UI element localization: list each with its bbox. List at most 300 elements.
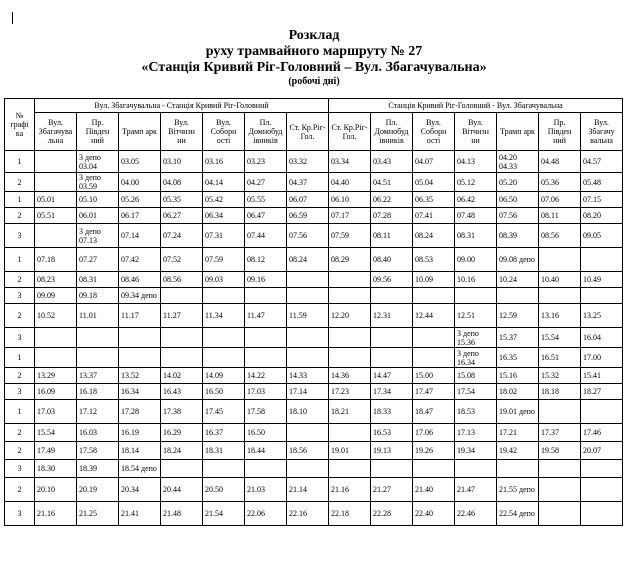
time-cell: 20.10 <box>35 478 77 502</box>
time-cell: 18.24 <box>161 442 203 460</box>
time-cell: 16.34 <box>119 384 161 400</box>
time-cell: 04.07 <box>413 151 455 173</box>
time-cell <box>287 424 329 442</box>
stops-header-row <box>5 113 623 151</box>
time-cell: 12.59 <box>497 304 539 328</box>
time-cell: 17.03 <box>35 400 77 424</box>
time-cell: 15.54 <box>35 424 77 442</box>
time-cell: 16.29 <box>161 424 203 442</box>
time-cell: 10.52 <box>35 304 77 328</box>
table-row <box>5 288 623 304</box>
title-line-4: (робочі дні) <box>288 76 340 87</box>
time-cell: 04.37 <box>287 173 329 192</box>
table-row <box>5 384 623 400</box>
time-cell: 11.47 <box>245 304 287 328</box>
time-cell: 16.37 <box>203 424 245 442</box>
time-cell: 07.27 <box>77 248 119 272</box>
time-cell: 04.08 <box>161 173 203 192</box>
time-cell <box>287 460 329 478</box>
time-cell: 16.04 <box>581 328 623 348</box>
time-cell: 08.24 <box>287 248 329 272</box>
time-cell <box>581 460 623 478</box>
time-cell <box>245 348 287 368</box>
time-cell: 08.56 <box>161 272 203 288</box>
time-cell: 14.33 <box>287 368 329 384</box>
schedule-number-cell: 3 <box>5 384 35 400</box>
time-cell: 10.24 <box>497 272 539 288</box>
time-cell: 20.07 <box>581 442 623 460</box>
schedule-number-cell: 2 <box>5 304 35 328</box>
stop-header: Пл. Домнобуд івників <box>245 113 287 151</box>
time-cell: 13.25 <box>581 304 623 328</box>
time-cell: 19.58 <box>539 442 581 460</box>
schedule-table <box>4 98 623 526</box>
time-cell: 17.21 <box>497 424 539 442</box>
time-cell: 22.06 <box>245 502 287 526</box>
schedule-number-cell: 3 <box>5 288 35 304</box>
time-cell: 22.54 депо <box>497 502 539 526</box>
time-cell: 06.17 <box>119 208 161 224</box>
time-cell <box>119 348 161 368</box>
stop-header: Пл. Домнобуд івників <box>371 113 413 151</box>
time-cell: 17.03 <box>245 384 287 400</box>
time-cell: 17.12 <box>77 400 119 424</box>
time-cell: 08.20 <box>581 208 623 224</box>
time-cell: 04.20 04.33 <box>497 151 539 173</box>
time-cell: 06.59 <box>287 208 329 224</box>
time-cell: 14.09 <box>203 368 245 384</box>
schedule-number-cell: 1 <box>5 348 35 368</box>
time-cell: 08.53 <box>413 248 455 272</box>
time-cell <box>35 173 77 192</box>
time-cell: 07.17 <box>329 208 371 224</box>
time-cell: 18.44 <box>245 442 287 460</box>
time-cell <box>539 460 581 478</box>
time-cell: 15.54 <box>539 328 581 348</box>
time-cell: 05.26 <box>119 192 161 208</box>
time-cell: 08.40 <box>371 248 413 272</box>
time-cell: 3 депо 03.04 <box>77 151 119 173</box>
time-cell: 07.56 <box>497 208 539 224</box>
time-cell: 21.41 <box>119 502 161 526</box>
time-cell <box>161 348 203 368</box>
time-cell: 17.28 <box>119 400 161 424</box>
table-row <box>5 442 623 460</box>
time-cell: 17.13 <box>455 424 497 442</box>
time-cell: 12.44 <box>413 304 455 328</box>
time-cell: 04.57 <box>581 151 623 173</box>
time-cell: 07.24 <box>161 224 203 248</box>
time-cell: 03.10 <box>161 151 203 173</box>
time-cell: 21.03 <box>245 478 287 502</box>
time-cell: 08.24 <box>413 224 455 248</box>
time-cell: 16.50 <box>203 384 245 400</box>
schedule-number-cell: 3 <box>5 502 35 526</box>
time-cell: 17.06 <box>413 424 455 442</box>
table-row <box>5 328 623 348</box>
time-cell: 17.47 <box>413 384 455 400</box>
time-cell <box>455 288 497 304</box>
time-cell: 21.16 <box>329 478 371 502</box>
table-row <box>5 424 623 442</box>
time-cell <box>203 460 245 478</box>
time-cell <box>329 288 371 304</box>
time-cell: 10.49 <box>581 272 623 288</box>
time-cell <box>35 224 77 248</box>
time-cell <box>329 272 371 288</box>
time-cell <box>161 328 203 348</box>
time-cell: 21.54 <box>203 502 245 526</box>
time-cell: 22.16 <box>287 502 329 526</box>
time-cell <box>371 460 413 478</box>
time-cell: 15.00 <box>413 368 455 384</box>
time-cell: 18.33 <box>371 400 413 424</box>
table-row <box>5 348 623 368</box>
time-cell <box>539 248 581 272</box>
time-cell <box>161 460 203 478</box>
time-cell <box>287 272 329 288</box>
time-cell <box>287 288 329 304</box>
time-cell: 06.50 <box>497 192 539 208</box>
time-cell: 04.40 <box>329 173 371 192</box>
time-cell: 09.08 депо <box>497 248 539 272</box>
time-cell: 06.47 <box>245 208 287 224</box>
time-cell: 06.10 <box>329 192 371 208</box>
time-cell: 05.42 <box>203 192 245 208</box>
time-cell: 07.41 <box>413 208 455 224</box>
time-cell: 18.10 <box>287 400 329 424</box>
schedule-number-cell: 2 <box>5 442 35 460</box>
time-cell: 04.51 <box>371 173 413 192</box>
time-cell <box>371 348 413 368</box>
time-cell: 03.43 <box>371 151 413 173</box>
time-cell: 06.42 <box>455 192 497 208</box>
time-cell: 15.37 <box>497 328 539 348</box>
title-line-1: Розклад <box>288 28 340 43</box>
time-cell: 16.43 <box>161 384 203 400</box>
time-cell: 11.27 <box>161 304 203 328</box>
time-cell <box>287 348 329 368</box>
table-row <box>5 502 623 526</box>
schedule-number-cell: 2 <box>5 272 35 288</box>
time-cell: 05.20 <box>497 173 539 192</box>
time-cell: 14.36 <box>329 368 371 384</box>
time-cell: 18.56 <box>287 442 329 460</box>
time-cell: 03.05 <box>119 151 161 173</box>
schedule-number-cell: 1 <box>5 192 35 208</box>
time-cell: 07.15 <box>581 192 623 208</box>
time-cell <box>35 348 77 368</box>
time-cell <box>161 288 203 304</box>
time-cell <box>539 288 581 304</box>
time-cell: 08.11 <box>539 208 581 224</box>
time-cell <box>539 478 581 502</box>
time-cell: 03.34 <box>329 151 371 173</box>
table-row <box>5 272 623 288</box>
stop-header: Пр. Півден ний <box>77 113 119 151</box>
stop-header: Вул. Збагачува льна <box>35 113 77 151</box>
time-cell: 15.32 <box>539 368 581 384</box>
table-row <box>5 460 623 478</box>
table-row <box>5 478 623 502</box>
time-cell: 05.04 <box>413 173 455 192</box>
time-cell: 20.19 <box>77 478 119 502</box>
time-cell: 17.00 <box>581 348 623 368</box>
time-cell: 22.40 <box>413 502 455 526</box>
time-cell <box>329 424 371 442</box>
time-cell: 10.09 <box>413 272 455 288</box>
time-cell: 17.23 <box>329 384 371 400</box>
time-cell: 14.22 <box>245 368 287 384</box>
time-cell: 08.31 <box>77 272 119 288</box>
text-cursor <box>12 12 13 24</box>
time-cell: 19.34 <box>455 442 497 460</box>
time-cell: 18.47 <box>413 400 455 424</box>
time-cell: 17.14 <box>287 384 329 400</box>
stop-header: Вул. Соборн ості <box>203 113 245 151</box>
time-cell: 18.27 <box>581 384 623 400</box>
time-cell: 3 депо 03.59 <box>77 173 119 192</box>
time-cell <box>371 288 413 304</box>
time-cell: 20.50 <box>203 478 245 502</box>
time-cell <box>245 328 287 348</box>
schedule-number-cell: 2 <box>5 478 35 502</box>
time-cell: 07.31 <box>203 224 245 248</box>
stop-header: Вул. Збагачу вальна <box>581 113 623 151</box>
time-cell: 09.00 <box>455 248 497 272</box>
time-cell: 15.16 <box>497 368 539 384</box>
table-row <box>5 248 623 272</box>
time-cell <box>203 328 245 348</box>
table-row <box>5 208 623 224</box>
time-cell <box>287 328 329 348</box>
time-cell <box>455 460 497 478</box>
time-cell: 07.18 <box>35 248 77 272</box>
schedule-number-cell: 1 <box>5 400 35 424</box>
table-row <box>5 368 623 384</box>
stop-header: Пр. Півден ний <box>539 113 581 151</box>
time-cell: 19.42 <box>497 442 539 460</box>
time-cell <box>413 328 455 348</box>
time-cell <box>35 151 77 173</box>
document-title <box>0 28 628 88</box>
time-cell: 11.34 <box>203 304 245 328</box>
time-cell: 19.26 <box>413 442 455 460</box>
time-cell <box>77 348 119 368</box>
time-cell: 10.40 <box>539 272 581 288</box>
time-cell: 09.09 <box>35 288 77 304</box>
time-cell: 19.01 депо <box>497 400 539 424</box>
time-cell <box>413 288 455 304</box>
schedule-number-cell: 3 <box>5 224 35 248</box>
table-row <box>5 224 623 248</box>
time-cell <box>245 460 287 478</box>
time-cell: 03.32 <box>287 151 329 173</box>
time-cell: 16.35 <box>497 348 539 368</box>
schedule-number-cell: 1 <box>5 248 35 272</box>
stop-header: Трамп арк <box>497 113 539 151</box>
time-cell: 21.14 <box>287 478 329 502</box>
title-line-3: «Станція Кривий Ріг-Головний – Вул. Збагачувальна» <box>141 60 487 75</box>
schedule-number-header: № графі ка <box>5 99 35 151</box>
time-cell: 05.36 <box>539 173 581 192</box>
stop-header: Трамп арк <box>119 113 161 151</box>
time-cell: 17.38 <box>161 400 203 424</box>
time-cell <box>35 328 77 348</box>
direction-header: Вул. Збагачувальна - Станція Кривий Ріг-Головний <box>35 99 329 113</box>
time-cell <box>329 348 371 368</box>
schedule-number-cell: 3 <box>5 328 35 348</box>
time-cell: 04.48 <box>539 151 581 173</box>
time-cell: 04.13 <box>455 151 497 173</box>
time-cell: 3 депо 16.34 <box>455 348 497 368</box>
time-cell: 12.51 <box>455 304 497 328</box>
time-cell: 11.17 <box>119 304 161 328</box>
time-cell: 06.01 <box>77 208 119 224</box>
time-cell: 09.18 <box>77 288 119 304</box>
time-cell: 22.18 <box>329 502 371 526</box>
time-cell: 06.35 <box>413 192 455 208</box>
time-cell: 14.02 <box>161 368 203 384</box>
time-cell: 20.44 <box>161 478 203 502</box>
time-cell <box>539 400 581 424</box>
time-cell: 11.59 <box>287 304 329 328</box>
time-cell: 17.58 <box>77 442 119 460</box>
time-cell <box>371 328 413 348</box>
time-cell: 17.49 <box>35 442 77 460</box>
time-cell <box>413 348 455 368</box>
stop-header: Вул. Вітчизн ни <box>455 113 497 151</box>
time-cell: 18.31 <box>203 442 245 460</box>
time-cell: 08.29 <box>329 248 371 272</box>
time-cell <box>203 348 245 368</box>
time-cell <box>539 502 581 526</box>
time-cell: 06.34 <box>203 208 245 224</box>
time-cell <box>581 248 623 272</box>
time-cell: 18.53 <box>455 400 497 424</box>
time-cell: 14.47 <box>371 368 413 384</box>
time-cell: 07.28 <box>371 208 413 224</box>
time-cell: 18.21 <box>329 400 371 424</box>
time-cell: 15.41 <box>581 368 623 384</box>
time-cell: 07.42 <box>119 248 161 272</box>
time-cell: 21.47 <box>455 478 497 502</box>
time-cell: 09.05 <box>581 224 623 248</box>
time-cell: 19.13 <box>371 442 413 460</box>
time-cell: 07.56 <box>287 224 329 248</box>
time-cell: 04.14 <box>203 173 245 192</box>
table-row <box>5 173 623 192</box>
time-cell: 10.16 <box>455 272 497 288</box>
time-cell: 08.39 <box>497 224 539 248</box>
time-cell: 18.14 <box>119 442 161 460</box>
time-cell: 04.00 <box>119 173 161 192</box>
time-cell: 07.14 <box>119 224 161 248</box>
table-row <box>5 400 623 424</box>
direction-header: Станція Кривий Ріг-Головний - Вул. Збагачувальна <box>329 99 623 113</box>
time-cell <box>203 288 245 304</box>
schedule-number-cell: 2 <box>5 368 35 384</box>
time-cell: 08.23 <box>35 272 77 288</box>
time-cell: 22.28 <box>371 502 413 526</box>
time-cell <box>581 400 623 424</box>
time-cell: 18.02 <box>497 384 539 400</box>
time-cell: 09.56 <box>371 272 413 288</box>
time-cell <box>77 328 119 348</box>
time-cell: 3 депо 15.36 <box>455 328 497 348</box>
time-cell: 17.34 <box>371 384 413 400</box>
time-cell <box>581 502 623 526</box>
title-line-2: руху трамвайного маршруту № 27 <box>205 44 423 59</box>
time-cell: 07.52 <box>161 248 203 272</box>
time-cell: 16.19 <box>119 424 161 442</box>
time-cell: 07.48 <box>455 208 497 224</box>
time-cell: 05.55 <box>245 192 287 208</box>
time-cell: 13.37 <box>77 368 119 384</box>
time-cell: 09.16 <box>245 272 287 288</box>
time-cell: 16.09 <box>35 384 77 400</box>
time-cell: 05.48 <box>581 173 623 192</box>
table-row <box>5 192 623 208</box>
schedule-number-cell: 3 <box>5 460 35 478</box>
time-cell: 09.03 <box>203 272 245 288</box>
stop-header: Вул. Соборн ості <box>413 113 455 151</box>
time-cell: 13.16 <box>539 304 581 328</box>
time-cell: 08.31 <box>455 224 497 248</box>
time-cell: 17.46 <box>581 424 623 442</box>
time-cell: 08.46 <box>119 272 161 288</box>
time-cell: 3 депо 07.13 <box>77 224 119 248</box>
time-cell: 05.51 <box>35 208 77 224</box>
time-cell: 13.52 <box>119 368 161 384</box>
schedule-number-cell: 2 <box>5 208 35 224</box>
time-cell <box>413 460 455 478</box>
time-cell: 05.35 <box>161 192 203 208</box>
time-cell: 18.39 <box>77 460 119 478</box>
time-cell <box>119 328 161 348</box>
time-cell: 16.53 <box>371 424 413 442</box>
time-cell: 16.03 <box>77 424 119 442</box>
time-cell: 06.22 <box>371 192 413 208</box>
time-cell: 06.27 <box>161 208 203 224</box>
time-cell: 21.40 <box>413 478 455 502</box>
time-cell: 20.34 <box>119 478 161 502</box>
time-cell: 07.06 <box>539 192 581 208</box>
schedule-number-cell: 2 <box>5 173 35 192</box>
time-cell: 18.18 <box>539 384 581 400</box>
time-cell <box>497 288 539 304</box>
time-cell: 08.11 <box>371 224 413 248</box>
time-cell: 07.59 <box>203 248 245 272</box>
time-cell: 15.08 <box>455 368 497 384</box>
time-cell: 16.18 <box>77 384 119 400</box>
time-cell <box>581 288 623 304</box>
time-cell: 05.12 <box>455 173 497 192</box>
time-cell: 16.50 <box>245 424 287 442</box>
time-cell: 17.54 <box>455 384 497 400</box>
direction-header-row <box>5 99 623 113</box>
time-cell: 21.16 <box>35 502 77 526</box>
schedule-number-cell: 2 <box>5 424 35 442</box>
time-cell: 22.46 <box>455 502 497 526</box>
time-cell: 12.20 <box>329 304 371 328</box>
time-cell: 21.55 депо <box>497 478 539 502</box>
time-cell: 04.27 <box>245 173 287 192</box>
time-cell: 19.01 <box>329 442 371 460</box>
stop-header: Вул. Вітчизн ни <box>161 113 203 151</box>
stop-header: Ст. Кр.Ріг-Гол. <box>287 113 329 151</box>
time-cell: 03.16 <box>203 151 245 173</box>
